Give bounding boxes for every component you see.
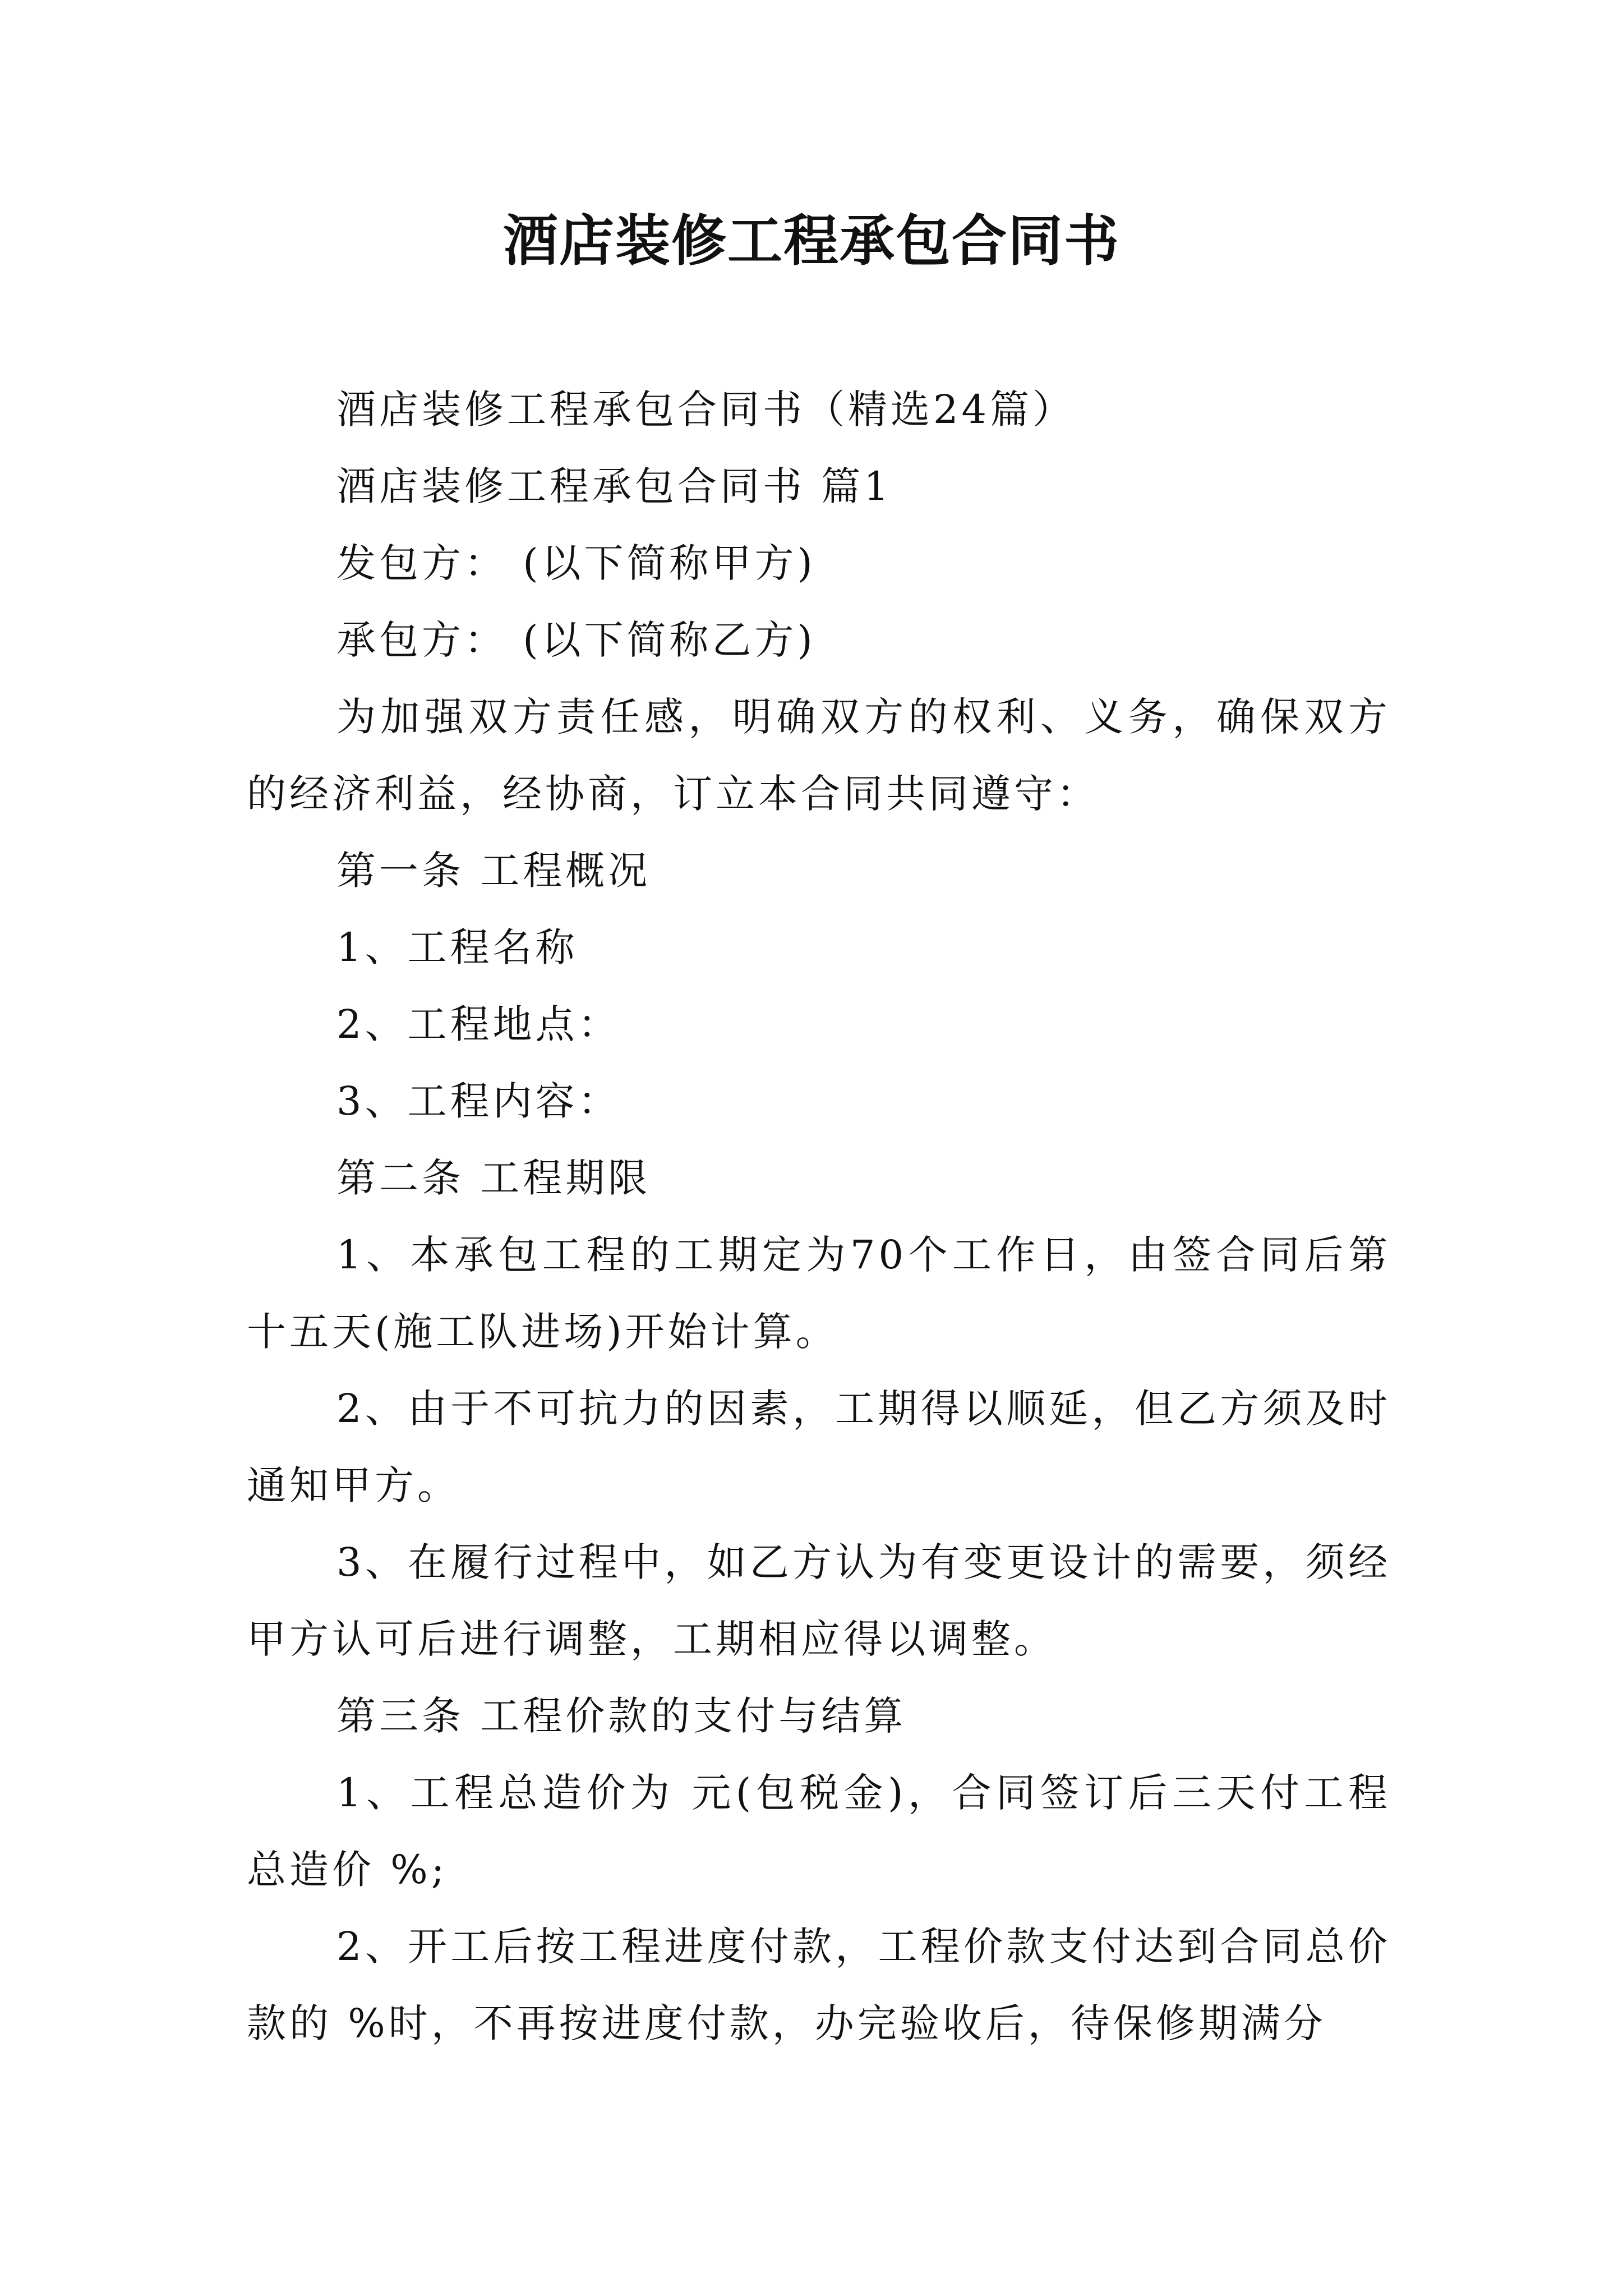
paragraph-clause-2-item-1: 1、本承包工程的工期定为70个工作日，由签合同后第十五天(施工队进场)开始计算。: [247, 1232, 1391, 1355]
paragraph-clause-3-item-2: 2、开工后按工程进度付款，工程价款支付达到合同总价款的 %时，不再按进度付款，办完验收后，待保修期满分: [247, 1924, 1391, 2046]
paragraph-clause-3-heading: 第三条 工程价款的支付与结算: [336, 1693, 907, 1739]
document-body: [247, 371, 1391, 2062]
paragraph-clause-2-item-3: 3、在履行过程中，如乙方认为有变更设计的需要，须经甲方认可后进行调整，工期相应得以调整。: [247, 1539, 1391, 1662]
document-title: 酒店装修工程承包合同书: [502, 209, 1120, 273]
paragraph-party-b: 承包方： (以下简称乙方): [336, 617, 816, 663]
paragraph-party-a: 发包方： (以下简称甲方): [336, 540, 816, 586]
paragraph-clause-2-item-2: 2、由于不可抗力的因素，工期得以顺延，但乙方须及时通知甲方。: [247, 1386, 1391, 1508]
paragraph-article-heading: 酒店装修工程承包合同书 篇1: [336, 463, 892, 509]
paragraph-subtitle: 酒店装修工程承包合同书（精选24篇）: [336, 386, 1076, 432]
paragraph-clause-1-item-1: 1、工程名称: [336, 924, 578, 970]
paragraph-clause-2-heading: 第二条 工程期限: [336, 1155, 651, 1201]
paragraph-clause-1-item-3: 3、工程内容：: [336, 1078, 621, 1124]
paragraph-clause-1-heading: 第一条 工程概况: [336, 848, 651, 894]
paragraph-clause-1-item-2: 2、工程地点：: [336, 1001, 621, 1047]
paragraph-preamble: 为加强双方责任感，明确双方的权利、义务，确保双方的经济利益，经协商，订立本合同共同遵守：: [247, 694, 1391, 817]
paragraph-clause-3-item-1: 1、工程总造价为 元(包税金)，合同签订后三天付工程总造价 %;: [247, 1770, 1391, 1893]
